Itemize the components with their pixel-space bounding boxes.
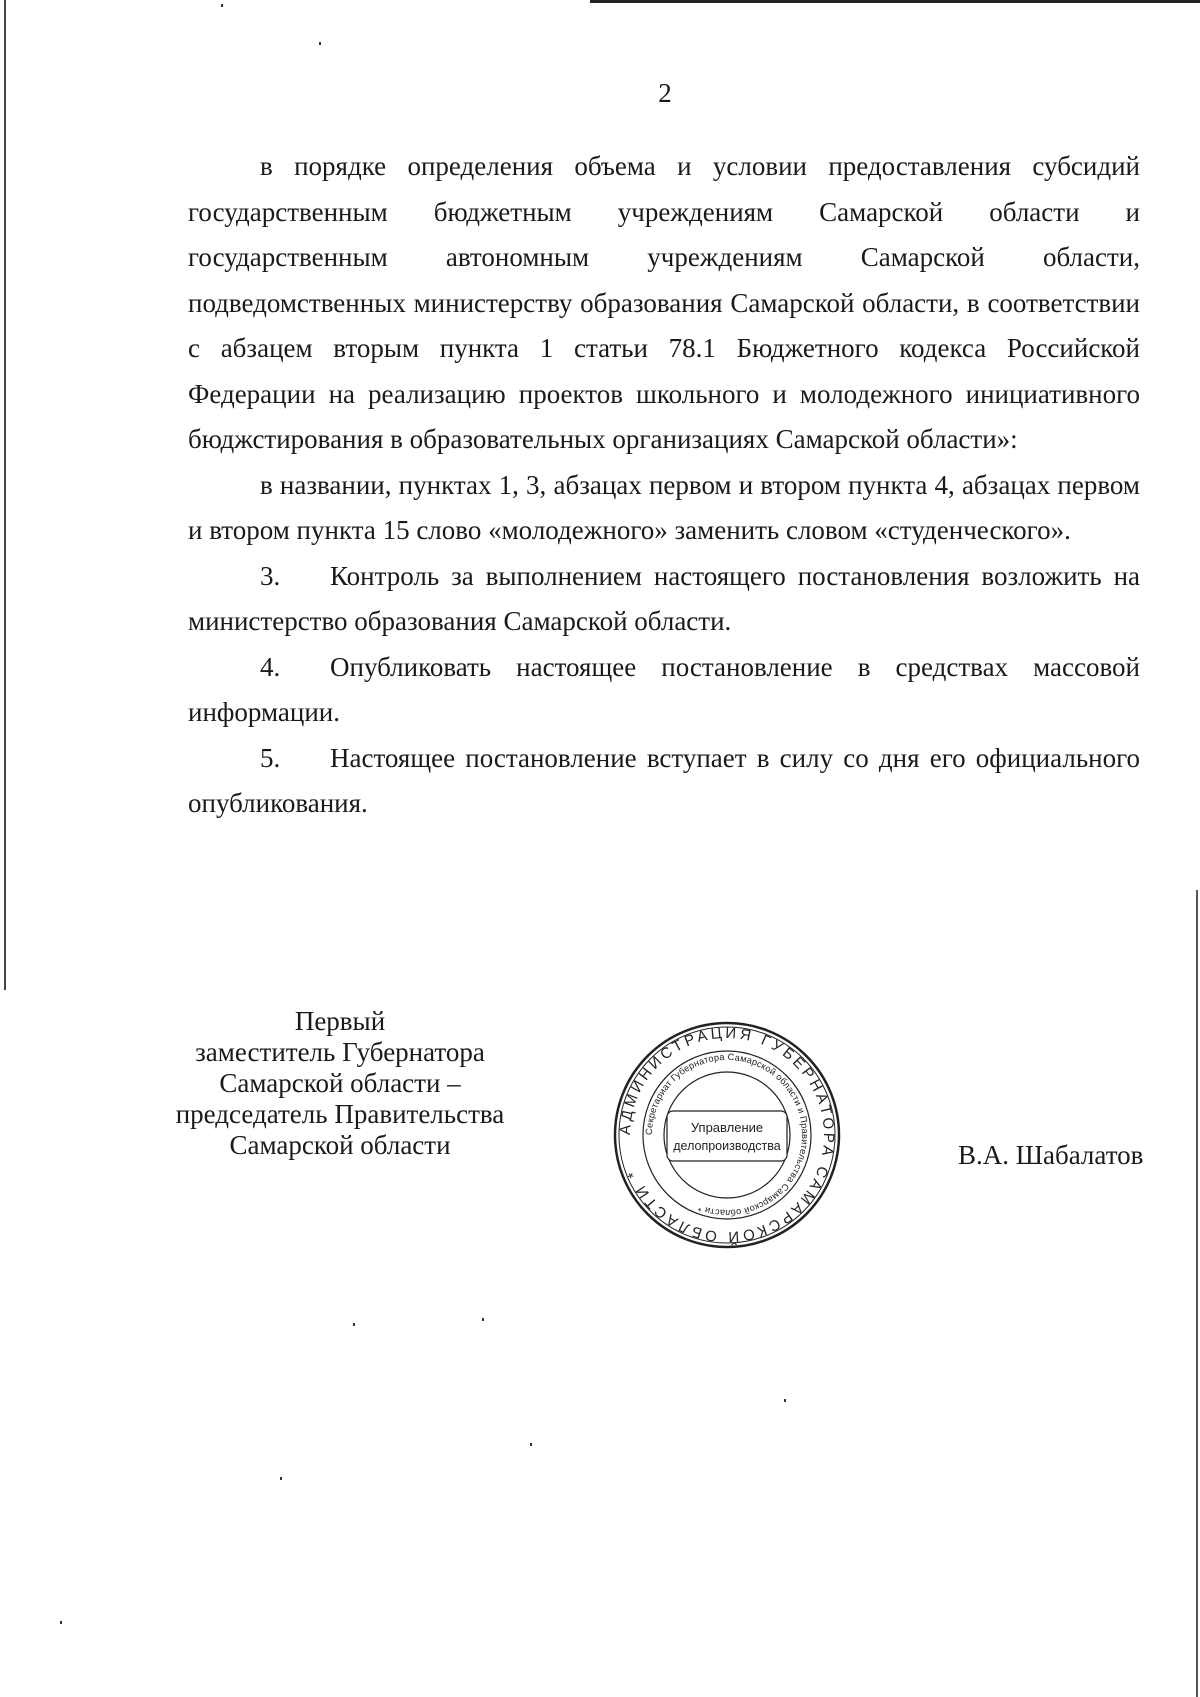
scan-speck [221,4,223,7]
page-number: 2 [658,78,672,108]
position-line: заместитель Губернатора [195,1037,485,1067]
paragraph-text: в порядке определения объема и условии предоставления субсидий государственным бюджетным учреждениям Самарской области и государственным автономным учреждениям Самарской области, подведомственных министерству образования Самарской области, в соответствии с абзацем вторым пункта 1 статьи 78.1 Бюджетного кодекса Российской Федерации на реализацию проектов школьного и молодежного инициативного бюджстирования в образовательных организациях Самарской области»: [188,151,1140,454]
scan-border-right [1196,890,1198,1697]
scan-speck [353,1323,355,1326]
signer-name: В.А. Шабалатов [958,1140,1144,1170]
paragraph-number: 3. [260,560,281,591]
paragraph-text: Опубликовать настоящее постановление в средствах массовой информации. [188,651,1140,727]
paragraph-amendment [188,463,1140,554]
paragraph-number: 5. [260,742,281,773]
paragraph-number: 4. [260,651,281,682]
scan-speck [530,1443,532,1446]
scan-border-top [590,0,1200,3]
paragraph-continuation [188,144,1140,463]
stamp-center-line-2: делопроизводства [673,1139,781,1153]
stamp-center-line-1: Управление [690,1120,764,1135]
stamp-center-frame [667,1111,787,1161]
paragraph-item-3 [188,554,1140,645]
scan-speck [280,1477,282,1480]
scan-speck [482,1318,484,1321]
position-line: Первый [294,1006,386,1036]
scan-speck [319,42,321,45]
paragraph-text: Контроль за выполнением настоящего постановления возложить на министерство образования Самарской области. [188,560,1140,636]
scan-speck [784,1399,786,1402]
signatory-position [150,1006,530,1161]
paragraph-text: Настоящее постановление вступает в силу со дня его официального опубликования. [188,742,1140,818]
position-line: Самарской области [229,1130,451,1160]
stamp-outer-text: АДМИНИСТРАЦИЯ ГУБЕРНАТОРА САМАРСКОЙ ОБЛАСТИ * [616,1024,838,1246]
paragraph-text: в названии, пунктах 1, 3, абзацах первом и втором пункта 4, абзацах первом и втором пункта 15 слово «молодежного» заменить словом «студенческого». [188,469,1140,545]
position-line: председатель Правительства [175,1099,505,1129]
paragraph-item-4 [188,645,1140,736]
scan-border-left [4,0,6,990]
scan-speck [60,1621,62,1624]
document-body [188,144,1140,827]
paragraph-item-5 [188,736,1140,827]
position-line: Самарской области – [219,1068,461,1098]
stamp-middle-text: Секретариат Губернатора Самарской области и Правительства Самарской области * [643,1051,811,1219]
official-stamp [612,1020,842,1250]
